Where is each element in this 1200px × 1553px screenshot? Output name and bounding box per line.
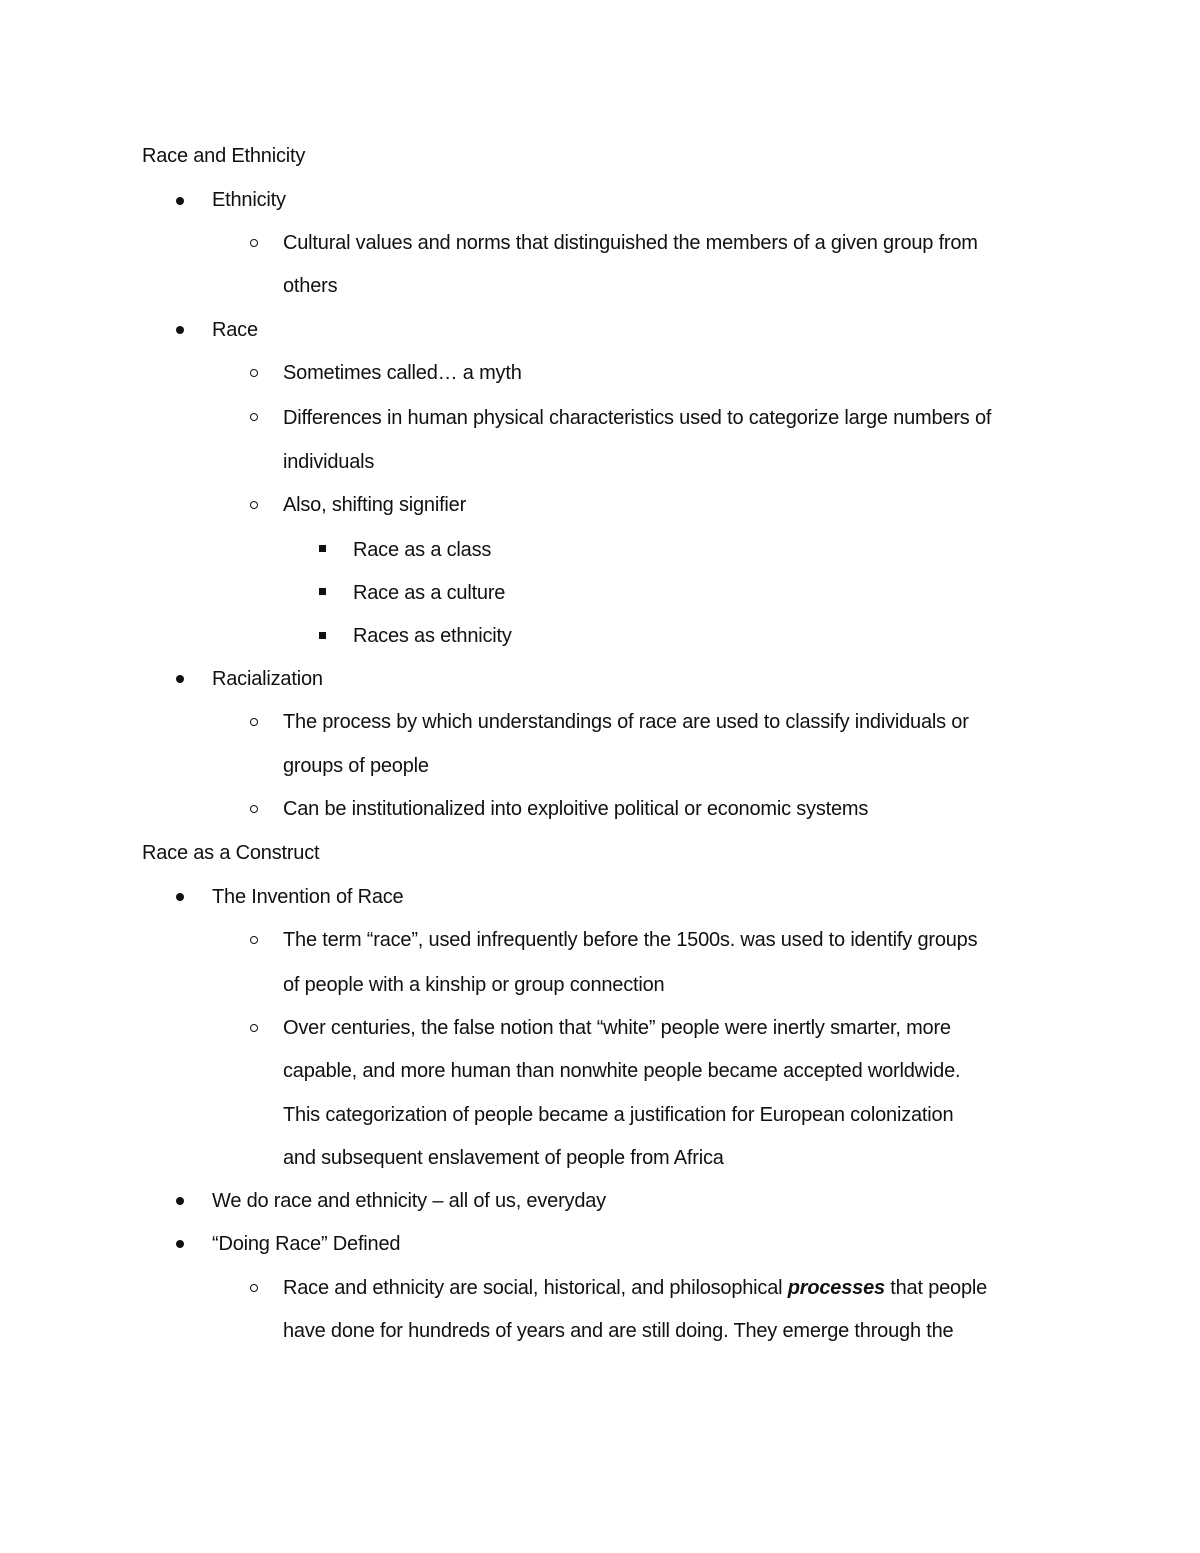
bullet-circle	[250, 1284, 258, 1292]
signifier-item-class: Race as a class	[353, 539, 492, 561]
bullet-dot	[176, 1240, 184, 1248]
bullet-square	[319, 588, 326, 595]
bullet-square	[319, 632, 326, 639]
bullet-dot	[176, 1197, 184, 1205]
race-item-shifting-signifier: Also, shifting signifier	[283, 494, 467, 516]
invention-item-false-notion: capable, and more human than nonwhite people became accepted worldwide.	[283, 1060, 961, 1082]
bullet-dot	[176, 197, 184, 205]
doing-race-text-pre: Race and ethnicity are social, historical, and philosophical	[283, 1277, 788, 1299]
bullet-circle	[250, 239, 258, 247]
doing-race-definition-line: have done for hundreds of years and are still doing. They emerge through the	[283, 1320, 954, 1342]
bullet-dot	[176, 675, 184, 683]
list-item-we-do-race: We do race and ethnicity – all of us, everyday	[212, 1190, 606, 1212]
racialization-item-institutionalized: Can be institutionalized into exploitive political or economic systems	[283, 798, 869, 820]
bullet-circle	[250, 369, 258, 377]
invention-item-false-notion: Over centuries, the false notion that “white” people were inertly smarter, more	[283, 1017, 951, 1039]
list-item-racialization: Racialization	[212, 668, 323, 690]
bullet-circle	[250, 501, 258, 509]
bullet-square	[319, 545, 326, 552]
list-item-ethnicity: Ethnicity	[212, 189, 286, 211]
invention-item-term-race: of people with a kinship or group connection	[283, 974, 665, 996]
signifier-item-ethnicity: Races as ethnicity	[353, 625, 512, 647]
list-item-doing-race-defined: “Doing Race” Defined	[212, 1233, 401, 1255]
bullet-dot	[176, 326, 184, 334]
section-heading-race-and-ethnicity: Race and Ethnicity	[142, 145, 306, 167]
doing-race-text-post: that people	[884, 1277, 988, 1299]
invention-item-term-race: The term “race”, used infrequently before the 1500s. was used to identify groups	[283, 929, 978, 951]
list-item-invention-of-race: The Invention of Race	[212, 886, 404, 908]
racialization-item-process: groups of people	[283, 755, 429, 777]
ethnicity-definition-line: Cultural values and norms that distinguished the members of a given group from	[283, 232, 978, 254]
invention-item-false-notion: This categorization of people became a justification for European colonization	[283, 1104, 954, 1126]
bullet-circle	[250, 718, 258, 726]
racialization-item-process: The process by which understandings of race are used to classify individuals or	[283, 711, 969, 733]
invention-item-false-notion: and subsequent enslavement of people from Africa	[283, 1147, 724, 1169]
race-item-myth: Sometimes called… a myth	[283, 362, 522, 384]
doing-race-definition-line	[283, 1275, 987, 1301]
doing-race-emphasis-processes: processes	[787, 1277, 885, 1299]
list-item-race: Race	[212, 319, 258, 341]
bullet-circle	[250, 805, 258, 813]
bullet-circle	[250, 413, 258, 421]
bullet-dot	[176, 893, 184, 901]
race-item-physical-differences: individuals	[283, 451, 375, 473]
bullet-circle	[250, 1024, 258, 1032]
race-item-physical-differences: Differences in human physical characteristics used to categorize large numbers of	[283, 407, 992, 429]
section-heading-race-as-construct: Race as a Construct	[142, 842, 320, 864]
ethnicity-definition-line: others	[283, 275, 338, 297]
bullet-circle	[250, 936, 258, 944]
signifier-item-culture: Race as a culture	[353, 582, 506, 604]
